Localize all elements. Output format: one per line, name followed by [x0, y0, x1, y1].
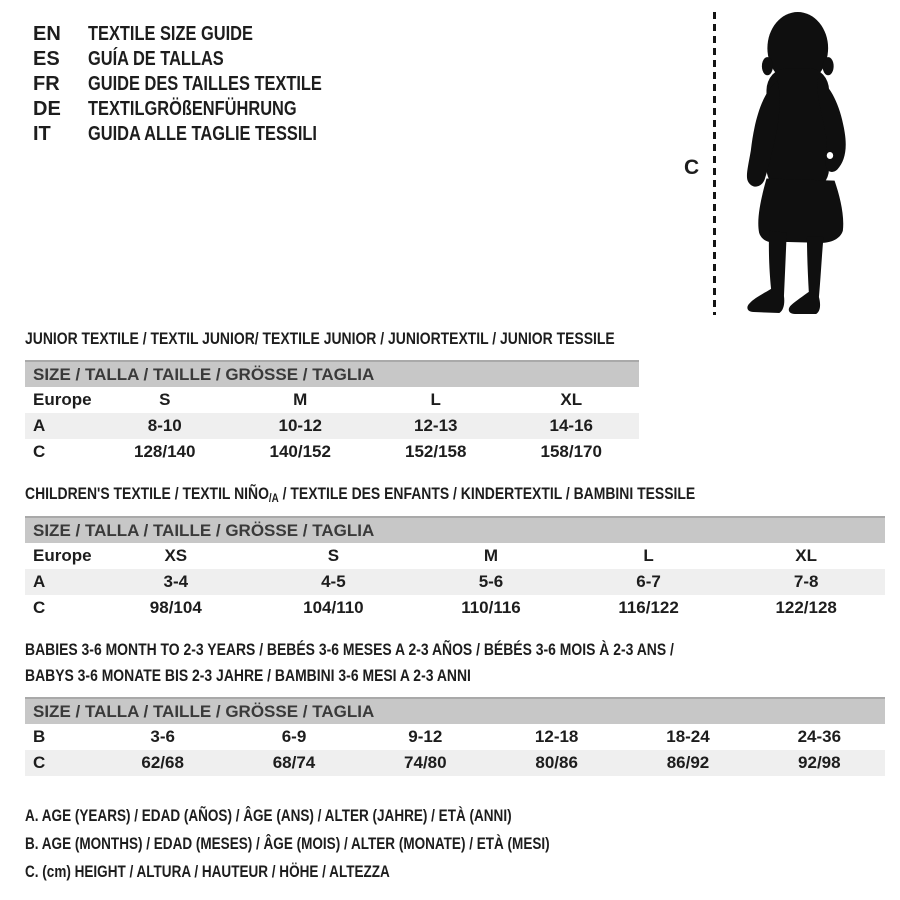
size-cell: 4-5 — [321, 572, 346, 591]
language-list — [33, 22, 373, 147]
table-title — [25, 637, 885, 663]
language-code: EN — [33, 23, 61, 45]
table-row-c — [25, 595, 885, 621]
language-row — [33, 122, 373, 147]
height-dotted-line — [713, 12, 716, 315]
row-label: C — [33, 598, 46, 617]
size-cell: 62/68 — [141, 753, 184, 772]
language-code: DE — [33, 98, 61, 120]
size-cell: 140/152 — [269, 442, 331, 461]
language-code: IT — [33, 123, 51, 145]
legend-item-text: A. AGE (YEARS) / EDAD (AÑOS) / ÂGE (ANS) / ALTER (JAHRE) / ETÀ (ANNI) — [25, 807, 512, 825]
tables-content — [25, 326, 885, 886]
language-label: TEXTILGRÖßENFÜHRUNG — [88, 98, 297, 120]
row-label: C — [33, 442, 46, 461]
table-title — [25, 326, 885, 352]
size-cell: 12-13 — [414, 416, 458, 435]
legend-item — [25, 858, 885, 886]
size-cell: 122/128 — [775, 598, 837, 617]
size-header-text: SIZE / TALLA / TAILLE / GRÖSSE / TAGLIA — [33, 702, 375, 721]
size-cell: 6-9 — [281, 727, 307, 746]
size-header-bar — [25, 360, 639, 387]
size-cell: 128/140 — [134, 442, 196, 461]
legend-list — [25, 802, 885, 886]
table-row-c — [25, 439, 639, 465]
language-code: FR — [33, 73, 60, 95]
size-cell: L — [643, 546, 654, 565]
size-cell: 10-12 — [278, 416, 322, 435]
size-table-junior — [25, 326, 885, 465]
language-row — [33, 97, 373, 122]
legend-item-text: C. (cm) HEIGHT / ALTURA / HAUTEUR / HÖHE / ALTEZZA — [25, 863, 390, 881]
language-row — [33, 47, 373, 72]
size-cell: 24-36 — [797, 727, 842, 746]
size-cell: 8-10 — [147, 416, 182, 435]
size-cell: M — [483, 546, 499, 565]
size-cell: 68/74 — [272, 753, 316, 772]
language-label: GUÍA DE TALLAS — [88, 48, 224, 70]
table-row-a — [25, 413, 639, 439]
size-cell: XS — [164, 546, 188, 565]
title-segment: / TEXTILE DES ENFANTS / KINDERTEXTIL / BAMBINI TESSILE — [278, 484, 696, 503]
language-label: TEXTILE SIZE GUIDE — [88, 23, 253, 45]
language-label: GUIDA ALLE TAGLIE TESSILI — [88, 123, 317, 145]
size-cell: 152/158 — [405, 442, 467, 461]
size-cell: S — [327, 546, 340, 565]
size-cell: M — [293, 390, 308, 409]
size-cell: 110/116 — [461, 598, 521, 617]
title-segment: BABIES 3-6 MONTH TO 2-3 YEARS / BEBÉS 3-6 MESES A 2-3 AÑOS / BÉBÉS 3-6 MOIS À 2-3 ANS / — [25, 640, 674, 659]
title-segment: /A — [268, 491, 279, 505]
size-cell: 12-18 — [534, 727, 579, 746]
title-segment: BABYS 3-6 MONATE BIS 2-3 JAHRE / BAMBINI 3-6 MESI A 2-3 ANNI — [25, 666, 471, 685]
row-label: A — [33, 416, 46, 435]
size-cell: 14-16 — [549, 416, 593, 435]
language-row — [33, 72, 373, 97]
table-row-europe — [25, 387, 639, 413]
baby-figure-area — [650, 0, 900, 320]
size-cell: 5-6 — [478, 572, 504, 591]
size-header-text: SIZE / TALLA / TAILLE / GRÖSSE / TAGLIA — [33, 365, 375, 384]
tables-area — [25, 326, 885, 776]
legend-item — [25, 802, 885, 830]
language-code: ES — [33, 48, 60, 70]
size-table — [25, 516, 885, 621]
table-title-text — [25, 663, 471, 689]
table-row-a — [25, 569, 885, 595]
baby-silhouette-icon — [726, 8, 864, 314]
language-row — [33, 22, 373, 47]
size-cell: 7-8 — [793, 572, 819, 591]
size-cell: 6-7 — [636, 572, 661, 591]
size-header-bar — [25, 516, 885, 543]
legend-item-text: B. AGE (MONTHS) / EDAD (MESES) / ÂGE (MOIS) / ALTER (MONATE) / ETÀ (MESI) — [25, 835, 550, 853]
size-header-bar — [25, 697, 885, 724]
table-title — [25, 481, 885, 508]
language-label: GUIDE DES TAILLES TEXTILE — [88, 73, 322, 95]
table-row-c — [25, 750, 885, 776]
size-cell: 98/104 — [149, 598, 202, 617]
title-segment: JUNIOR TEXTILE / TEXTIL JUNIOR/ TEXTILE JUNIOR / JUNIORTEXTIL / JUNIOR TESSILE — [25, 329, 615, 348]
size-cell: 92/98 — [798, 753, 841, 772]
row-label: C — [33, 753, 46, 772]
size-cell: S — [159, 390, 171, 409]
height-measure-label: C — [684, 156, 700, 179]
size-cell: 86/92 — [666, 753, 710, 772]
table-row-b — [25, 724, 885, 750]
size-cell: L — [430, 390, 441, 409]
row-label: A — [33, 572, 46, 591]
row-label: Europe — [33, 546, 92, 565]
size-cell: 80/86 — [535, 753, 578, 772]
size-table — [25, 697, 885, 776]
table-row-europe — [25, 543, 885, 569]
size-header-text: SIZE / TALLA / TAILLE / GRÖSSE / TAGLIA — [33, 521, 375, 540]
size-cell: 74/80 — [404, 753, 447, 772]
size-cell: 18-24 — [666, 727, 710, 746]
row-label: Europe — [33, 390, 92, 409]
size-cell: XL — [560, 390, 583, 409]
size-cell: 3-6 — [150, 727, 175, 746]
table-title — [25, 663, 885, 689]
size-cell: XL — [795, 546, 818, 565]
size-table-babies — [25, 637, 885, 776]
table-title-text — [25, 326, 615, 352]
size-cell: 9-12 — [408, 727, 443, 746]
title-segment: CHILDREN'S TEXTILE / TEXTIL NIÑO — [25, 484, 269, 503]
size-cell: 116/122 — [618, 598, 679, 617]
size-table-children — [25, 481, 885, 621]
size-cell: 3-4 — [163, 572, 189, 591]
table-title-text — [25, 637, 674, 663]
size-table — [25, 360, 639, 465]
row-label: B — [33, 727, 46, 746]
size-cell: 158/170 — [540, 442, 602, 461]
legend-item — [25, 830, 885, 858]
table-title-text — [25, 481, 695, 508]
size-cell: 104/110 — [303, 598, 364, 617]
